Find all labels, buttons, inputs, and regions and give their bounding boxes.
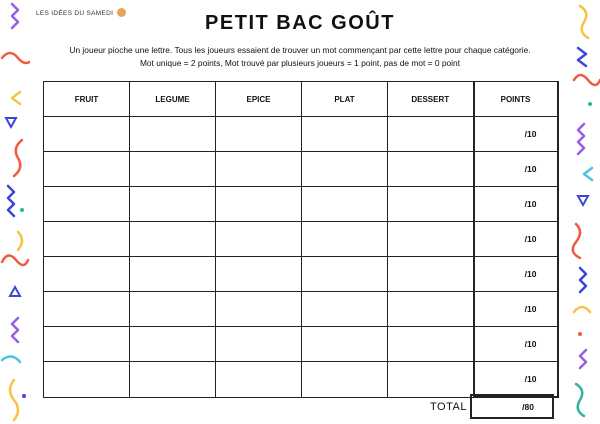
answer-cell[interactable]	[44, 152, 130, 187]
answer-cell[interactable]	[216, 362, 302, 398]
answer-cell[interactable]	[44, 257, 130, 292]
header-row	[44, 82, 558, 117]
answer-cell[interactable]	[216, 257, 302, 292]
table-row	[44, 117, 558, 152]
score-grid	[43, 81, 559, 398]
answer-cell[interactable]	[388, 257, 474, 292]
table-row	[44, 152, 558, 187]
answer-cell[interactable]	[130, 222, 216, 257]
header-plat: PLAT	[302, 82, 388, 117]
brand-text: LES IDÉES DU SAMEDI	[36, 10, 114, 18]
answer-cell[interactable]	[302, 257, 388, 292]
answer-cell[interactable]	[302, 327, 388, 362]
answer-cell[interactable]	[130, 362, 216, 398]
answer-cell[interactable]	[388, 292, 474, 327]
header-fruit: FRUIT	[44, 82, 130, 117]
table-row	[44, 327, 558, 362]
answer-cell[interactable]	[216, 222, 302, 257]
answer-cell[interactable]	[216, 187, 302, 222]
points-cell[interactable]: /10	[474, 327, 558, 362]
answer-cell[interactable]	[302, 222, 388, 257]
answer-cell[interactable]	[216, 117, 302, 152]
points-cell[interactable]: /10	[474, 152, 558, 187]
points-cell[interactable]: /10	[474, 187, 558, 222]
answer-cell[interactable]	[388, 187, 474, 222]
answer-cell[interactable]	[302, 362, 388, 398]
answer-cell[interactable]	[44, 327, 130, 362]
table-row	[44, 257, 558, 292]
answer-cell[interactable]	[302, 187, 388, 222]
answer-cell[interactable]	[44, 362, 130, 398]
total-label: TOTAL	[430, 401, 467, 413]
header-dessert: DESSERT	[388, 82, 474, 117]
answer-cell[interactable]	[130, 152, 216, 187]
squiggle-pattern-left	[0, 0, 30, 424]
table-row	[44, 187, 558, 222]
answer-cell[interactable]	[44, 187, 130, 222]
answer-cell[interactable]	[302, 292, 388, 327]
header-points: POINTS	[474, 82, 558, 117]
answer-cell[interactable]	[44, 292, 130, 327]
answer-cell[interactable]	[216, 292, 302, 327]
points-cell[interactable]: /10	[474, 117, 558, 152]
answer-cell[interactable]	[302, 152, 388, 187]
answer-cell[interactable]	[388, 362, 474, 398]
table-row	[44, 362, 558, 398]
answer-cell[interactable]	[130, 292, 216, 327]
answer-cell[interactable]	[388, 152, 474, 187]
answer-cell[interactable]	[388, 327, 474, 362]
header-epice: EPICE	[216, 82, 302, 117]
header-legume: LEGUME	[130, 82, 216, 117]
points-cell[interactable]: /10	[474, 257, 558, 292]
rules-line-1: Un joueur pioche une lettre. Tous les joueurs essaient de trouver un mot commençant par cette lettre pour chaque catégorie.	[69, 45, 531, 55]
page-title: PETIT BAC GOÛT	[205, 12, 395, 34]
answer-cell[interactable]	[388, 222, 474, 257]
answer-cell[interactable]	[216, 327, 302, 362]
answer-cell[interactable]	[44, 117, 130, 152]
decorative-border-right	[570, 0, 600, 424]
answer-cell[interactable]	[130, 117, 216, 152]
table-row	[44, 222, 558, 257]
points-cell[interactable]: /10	[474, 362, 558, 398]
game-rules	[34, 44, 566, 70]
points-cell[interactable]: /10	[474, 292, 558, 327]
answer-cell[interactable]	[302, 117, 388, 152]
squiggle-pattern-right	[570, 0, 600, 424]
answer-cell[interactable]	[388, 117, 474, 152]
points-cell[interactable]: /10	[474, 222, 558, 257]
answer-cell[interactable]	[130, 327, 216, 362]
answer-cell[interactable]	[130, 187, 216, 222]
answer-cell[interactable]	[216, 152, 302, 187]
decorative-border-left	[0, 0, 30, 424]
table-row	[44, 292, 558, 327]
answer-cell[interactable]	[44, 222, 130, 257]
answer-cell[interactable]	[130, 257, 216, 292]
rules-line-2: Mot unique = 2 points, Mot trouvé par plusieurs joueurs = 1 point, pas de mot = 0 point	[139, 58, 461, 68]
total-score-box[interactable]: /80	[470, 394, 554, 419]
